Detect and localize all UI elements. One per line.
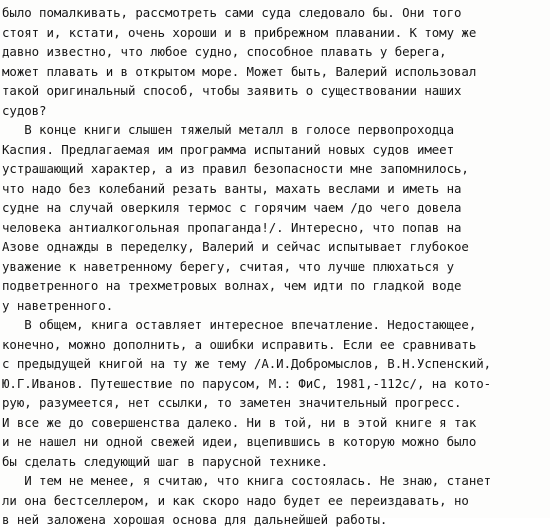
text-line: с предыдущей книгой на ту же тему /А.И.Добромыслов, В.Н.Успенский, xyxy=(2,356,492,371)
text-line: что надо без колебаний резать ванты, махать веслами и иметь на xyxy=(2,180,462,196)
text-line: Ю.Г.Иванов. Путешествие по парусом, М.: ФиС, 1981,-112с/, на кото- xyxy=(2,375,492,391)
text-line: устрашающий характер, а из правил безопасности мне запомнилось, xyxy=(2,161,469,176)
text-line: ли она бестселлером, и как скоро надо будет ее переиздавать, но xyxy=(2,492,469,508)
document-body xyxy=(2,3,548,530)
text-line: уважение к наветренному берегу, считая, что лучше плюхаться у xyxy=(2,258,454,274)
text-line: у наветренного. xyxy=(2,297,114,313)
text-line: давно известно, что любое судно, способное плавать у берега, xyxy=(2,44,447,59)
text-line: такой оригинальный способ, чтобы заявить о существовании наших xyxy=(2,83,462,98)
text-line: было помалкивать, рассмотреть сами суда следовало бы. Они того xyxy=(2,5,462,20)
text-line: человека антиалкогольная пропаганда!/. Интересно, что попав на xyxy=(2,219,462,235)
text-line: И тем не менее, я считаю, что книга состоялась. Не знаю, станет xyxy=(2,473,492,488)
text-line: конечно, можно дополнить, а ошибки исправить. Если ее сравнивать xyxy=(2,336,477,352)
text-line: рую, разумеется, нет ссылки, то заметен значительный прогресс. xyxy=(2,395,462,410)
text-line: судов? xyxy=(2,102,47,118)
text-line: Каспия. Предлагаемая им программа испытаний новых судов имеет xyxy=(2,141,454,157)
text-line: стоят и, кстати, очень хороши и в прибрежном плавании. К тому же xyxy=(2,24,477,40)
text-line: И все же до совершенства далеко. Ни в той, ни в этой книге я так xyxy=(2,414,477,430)
text-line: бы сделать следующий шаг в парусной технике. xyxy=(2,453,329,469)
text-line: Азове однажды в переделку, Валерий и сейчас испытывает глубокое xyxy=(2,239,469,254)
text-line: и не нашел ни одной свежей идеи, вцепившись в которую можно было xyxy=(2,434,477,449)
text-line: подветренного на трехметровых волнах, чем идти по гладкой воде xyxy=(2,278,462,293)
text-line: В конце книги слышен тяжелый металл в голосе первопроходца xyxy=(2,122,454,137)
text-line: в ней заложена хорошая основа для дальнейшей работы. xyxy=(2,512,388,527)
text-line: может плавать и в открытом море. Может быть, Валерий использовал xyxy=(2,63,477,79)
text-line: судне на случай оверкиля термос с горячим чаем /до чего довела xyxy=(2,200,462,215)
text-line: В общем, книга оставляет интересное впечатление. Недостающее, xyxy=(2,317,477,332)
